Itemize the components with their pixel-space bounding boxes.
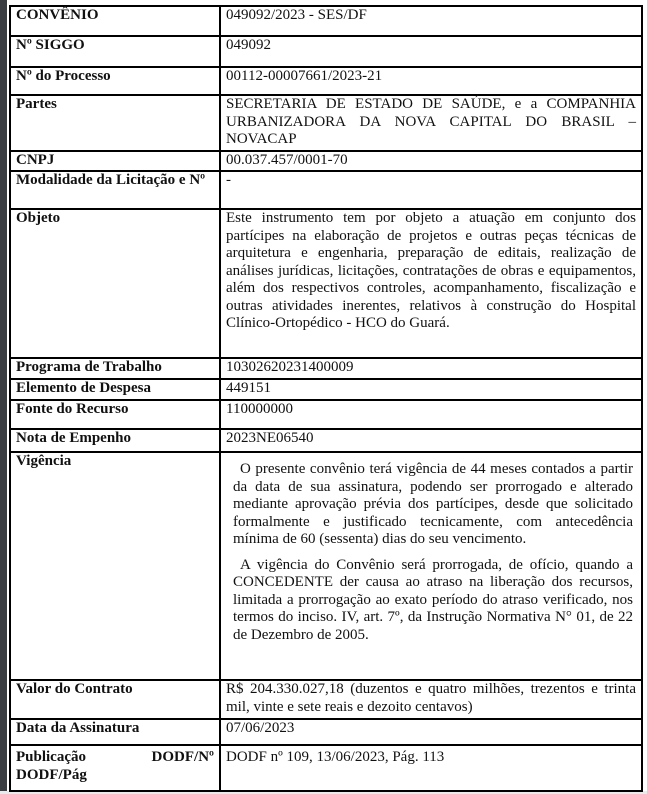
value-elemento: 449151 [220, 379, 642, 400]
label-empenho: Nota de Empenho [10, 429, 220, 452]
table-row-cnpj [10, 151, 642, 171]
value-data-assinatura: 07/06/2023 [220, 719, 642, 745]
value-fonte: 110000000 [220, 400, 642, 429]
label-cnpj: CNPJ [10, 151, 220, 171]
table-row-vigencia [10, 452, 642, 680]
table-row-fonte [10, 400, 642, 429]
label-publicacao-part1: Publicação [16, 749, 86, 765]
value-publicacao: DODF nº 109, 13/06/2023, Pág. 113 [220, 745, 642, 791]
label-processo: Nº do Processo [10, 67, 220, 95]
table-row-elemento [10, 379, 642, 400]
table-row-partes [10, 95, 642, 151]
table-row-modalidade [10, 171, 642, 209]
label-objeto: Objeto [10, 209, 220, 358]
label-siggo: Nº SIGGO [10, 36, 220, 67]
window-edge [0, 0, 7, 794]
value-modalidade: - [220, 171, 642, 209]
label-convenio: CONVÊNIO [10, 6, 220, 36]
table-row-publicacao [10, 745, 642, 791]
label-modalidade: Modalidade da Licitação e Nº [10, 171, 220, 209]
table-row-data-assinatura [10, 719, 642, 745]
value-siggo: 049092 [220, 36, 642, 67]
label-programa: Programa de Trabalho [10, 358, 220, 379]
label-vigencia: Vigência [10, 452, 220, 680]
value-objeto: Este instrumento tem por objeto a atuação em conjunto dos partícipes na elaboração de projetos e outras peças técnicas de arquitetura e engenharia, preparação de editais, realização de análises jurídicas, licitações, contratações de obras e equipamentos, além dos respectivos controles, acompanhamento, fiscalização e outras atividades inerentes, relativos à construção do Hospital Clínico-Ortopédico - HCO do Guará. [220, 209, 642, 358]
table-row-convenio [10, 6, 642, 36]
value-convenio: 049092/2023 - SES/DF [220, 6, 642, 36]
label-publicacao-part2: DODF/Nº [151, 749, 214, 765]
convenio-table [9, 5, 643, 792]
vigencia-paragraph-2: A vigência do Convênio será prorrogada, de ofício, quando a CONCEDENTE der causa ao atraso na liberação dos recursos, limitada a prorrogação ao exato período do atraso verificado, nos termos do inciso. IV, art. 7º, da Instrução Normativa N° 01, de 22 de Dezembro de 2005. [233, 556, 633, 643]
label-valor: Valor do Contrato [10, 680, 220, 719]
label-fonte: Fonte do Recurso [10, 400, 220, 429]
table-row-processo [10, 67, 642, 95]
value-programa: 10302620231400009 [220, 358, 642, 379]
label-elemento: Elemento de Despesa [10, 379, 220, 400]
value-empenho: 2023NE06540 [220, 429, 642, 452]
label-publicacao [10, 745, 220, 791]
value-cnpj: 00.037.457/0001-70 [220, 151, 642, 171]
table-row-empenho [10, 429, 642, 452]
table-row-valor [10, 680, 642, 719]
table-row-objeto [10, 209, 642, 358]
value-partes: SECRETARIA DE ESTADO DE SAÚDE, e a COMPANHIA URBANIZADORA DA NOVA CAPITAL DO BRASIL – NOVACAP [220, 95, 642, 151]
label-data-assinatura: Data da Assinatura [10, 719, 220, 745]
table-row-programa [10, 358, 642, 379]
value-valor: R$ 204.330.027,18 (duzentos e quatro milhões, trezentos e trinta mil, vinte e sete reais e dezoito centavos) [220, 680, 642, 719]
label-partes: Partes [10, 95, 220, 151]
vigencia-paragraph-1: O presente convênio terá vigência de 44 meses contados a partir da data de sua assinatura, podendo ser prorrogado e alterado mediante aprovação prévia dos partícipes, desde que solicitado formalmente e justificado tecnicamente, com antecedência mínima de 60 (sessenta) dias do seu vencimento. [233, 461, 633, 547]
label-publicacao-part3: DODF/Pág [16, 766, 87, 783]
value-processo: 00112-00007661/2023-21 [220, 67, 642, 95]
table-row-siggo [10, 36, 642, 67]
value-vigencia [220, 452, 642, 680]
